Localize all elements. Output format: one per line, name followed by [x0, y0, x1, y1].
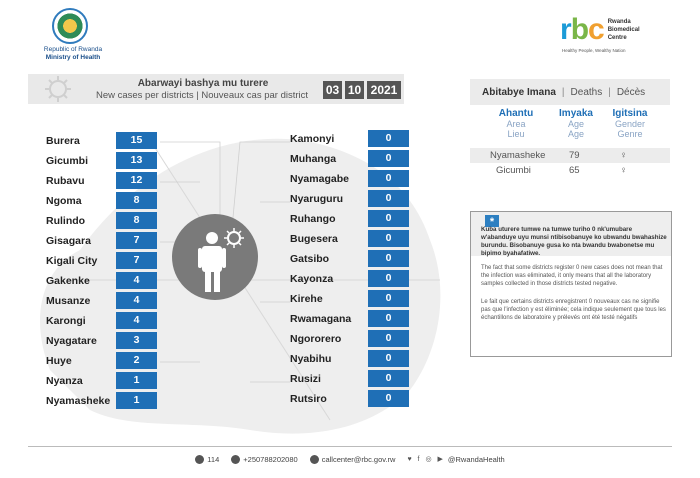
district-row	[46, 372, 157, 389]
district-name: Nyabihu	[290, 352, 332, 365]
person-icon	[172, 214, 258, 300]
district-row	[290, 390, 409, 407]
column-fr: Genre	[617, 129, 643, 139]
district-cases: 0	[368, 190, 409, 207]
column-en: Area	[506, 119, 526, 129]
district-cases: 0	[368, 290, 409, 307]
rbc-letter-r: r	[560, 13, 571, 46]
district-row	[290, 350, 409, 367]
female-icon: ♀	[620, 150, 628, 161]
district-row	[290, 370, 409, 387]
column-gender	[604, 109, 656, 139]
district-name: Kigali City	[46, 254, 98, 267]
whatsapp-icon	[231, 455, 240, 464]
hotline-number: 114	[207, 454, 220, 464]
note-kinyarwanda: Kuba uturere tumwe na tumwe turiho 0 nk'umubare w'abanduye uyu munsi ntibisobanuye ko ubwandu bwahashize burundu. Bisobanuye gusa ko nta bwandu bwabonetse mu bipimo byahafatiwe.	[481, 226, 667, 257]
district-cases: 1	[116, 392, 157, 409]
district-row	[46, 172, 157, 189]
district-cases: 0	[368, 130, 409, 147]
district-row	[290, 330, 409, 347]
district-row	[290, 150, 409, 167]
social-handle: @RwandaHealth	[447, 454, 505, 464]
divider: |	[608, 86, 611, 98]
district-row	[46, 392, 157, 409]
district-name: Gakenke	[46, 274, 90, 287]
rbc-name-line: Biomedical	[607, 27, 640, 33]
column-area	[478, 109, 554, 139]
district-row	[290, 250, 409, 267]
district-cases: 0	[368, 370, 409, 387]
district-cases: 13	[116, 152, 157, 169]
district-row	[46, 332, 157, 349]
district-name: Gisagara	[46, 234, 91, 247]
district-name: Nyamasheke	[46, 394, 111, 407]
district-row	[290, 130, 409, 147]
column-key: Imyaka	[559, 108, 593, 119]
district-name: Bugesera	[290, 232, 338, 245]
column-fr: Lieu	[507, 129, 525, 139]
district-name: Nyanza	[46, 374, 83, 387]
death-area: Nyamasheke	[490, 150, 546, 161]
district-row	[46, 212, 157, 229]
column-fr: Age	[567, 129, 584, 139]
district-row	[46, 192, 157, 209]
district-cases: 15	[116, 132, 157, 149]
title-english-french: New cases per districts | Nouveaux cas par district	[95, 90, 309, 101]
deaths-heading-rw: Abitabye Imana	[482, 86, 556, 98]
district-cases: 7	[116, 232, 157, 249]
district-row	[290, 310, 409, 327]
rwanda-coat-of-arms-icon	[52, 8, 88, 44]
deaths-heading-fr: Décès	[616, 86, 646, 98]
social-icons: ♥ f ◎ ▶	[407, 456, 445, 463]
death-area: Gicumbi	[496, 165, 531, 176]
district-cases: 0	[368, 150, 409, 167]
virus-icon	[42, 74, 74, 104]
district-row	[46, 272, 157, 289]
district-row	[290, 190, 409, 207]
district-name: Huye	[46, 354, 72, 367]
footer	[0, 452, 700, 466]
social	[407, 455, 504, 464]
district-cases: 0	[368, 350, 409, 367]
deaths-heading-en: Deaths	[570, 86, 603, 98]
note-french: Le fait que certains districts enregistrent 0 nouveaux cas ne signifie pas que l'infection y est éliminée; cela indique seulement que tous les échantillons de laboratoire y prélevés ont été testé négatifs	[481, 299, 666, 321]
title-kinyarwanda: Abarwayi bashya mu turere	[137, 78, 269, 89]
date-month: 10	[345, 81, 364, 99]
asterisk-icon: *	[485, 215, 499, 227]
district-name: Nyagatare	[46, 334, 97, 347]
phone-number: +250788202080	[243, 454, 298, 464]
rbc-tagline: Healthy People, Wealthy Nation	[562, 48, 626, 53]
rbc-name-line: Centre	[607, 35, 627, 41]
district-row	[290, 270, 409, 287]
district-name: Ngoma	[46, 194, 82, 207]
district-name: Ruhango	[290, 212, 336, 225]
district-cases: 0	[368, 330, 409, 347]
table-row	[470, 148, 670, 163]
rbc-name-line: Rwanda	[607, 19, 631, 25]
district-name: Kamonyi	[290, 132, 335, 145]
district-name: Rusizi	[290, 372, 321, 385]
table-row	[470, 163, 670, 178]
column-key: Igitsina	[612, 108, 648, 119]
district-cases: 0	[368, 250, 409, 267]
phone-icon	[195, 455, 204, 464]
district-cases: 3	[116, 332, 157, 349]
note-box	[470, 211, 672, 357]
district-name: Gicumbi	[46, 154, 89, 167]
divider: |	[561, 86, 565, 98]
district-cases: 4	[116, 292, 157, 309]
person-virus-icon	[172, 214, 258, 300]
district-name: Musanze	[46, 294, 91, 307]
district-cases: 0	[368, 210, 409, 227]
district-cases: 1	[116, 372, 157, 389]
district-cases: 4	[116, 272, 157, 289]
country-name: Republic of Rwanda	[43, 46, 103, 53]
district-row	[46, 132, 157, 149]
district-name: Karongi	[46, 314, 86, 327]
district-name: Muhanga	[290, 152, 337, 165]
email-icon	[310, 455, 319, 464]
date-day: 03	[323, 81, 342, 99]
female-icon: ♀	[620, 165, 628, 176]
district-cases: 0	[368, 170, 409, 187]
district-cases: 8	[116, 192, 157, 209]
district-cases: 2	[116, 352, 157, 369]
rbc-letter-c: c	[588, 13, 604, 46]
district-cases: 8	[116, 212, 157, 229]
district-name: Rulindo	[46, 214, 86, 227]
district-row	[46, 232, 157, 249]
email-address: callcenter@rbc.gov.rw	[321, 454, 396, 464]
death-age: 65	[569, 165, 580, 176]
district-row	[46, 352, 157, 369]
column-key: Ahantu	[498, 108, 534, 119]
district-row	[46, 312, 157, 329]
phone	[231, 455, 297, 464]
column-en: Age	[567, 119, 584, 129]
email	[310, 455, 396, 464]
rbc-logo-mark	[560, 13, 604, 46]
district-cases: 0	[368, 310, 409, 327]
rbc-name	[608, 18, 640, 42]
district-name: Rwamagana	[290, 312, 352, 325]
district-row	[46, 292, 157, 309]
district-name: Rubavu	[46, 174, 85, 187]
district-cases: 7	[116, 252, 157, 269]
ministry-name: Ministry of Health	[45, 54, 101, 61]
district-name: Gatsibo	[290, 252, 330, 265]
district-cases: 0	[368, 270, 409, 287]
hotline	[195, 455, 219, 464]
district-row	[290, 170, 409, 187]
district-name: Ngororero	[290, 332, 342, 345]
column-age	[553, 109, 599, 139]
district-cases: 12	[116, 172, 157, 189]
date-year: 2021	[367, 81, 401, 99]
district-cases: 0	[368, 230, 409, 247]
government-label	[28, 46, 118, 62]
district-row	[46, 152, 157, 169]
district-row	[290, 290, 409, 307]
footer-divider	[28, 446, 672, 447]
note-english: The fact that some districts register 0 new cases does not mean that the infection was eliminated, it only means that all the laboratory samples collected in those districts tested negative.	[481, 265, 663, 287]
district-name: Nyamagabe	[290, 172, 349, 185]
district-name: Kirehe	[290, 292, 323, 305]
district-cases: 0	[368, 390, 409, 407]
deaths-header	[470, 79, 670, 105]
death-age: 79	[569, 150, 580, 161]
district-name: Burera	[46, 134, 80, 147]
rbc-letter-b: b	[570, 13, 589, 46]
district-name: Kayonza	[290, 272, 334, 285]
district-row	[290, 210, 409, 227]
district-row	[290, 230, 409, 247]
rbc-logo	[560, 13, 640, 46]
district-name: Nyaruguru	[290, 192, 344, 205]
district-name: Rutsiro	[290, 392, 327, 405]
district-cases: 4	[116, 312, 157, 329]
column-en: Gender	[614, 119, 646, 129]
district-row	[46, 252, 157, 269]
